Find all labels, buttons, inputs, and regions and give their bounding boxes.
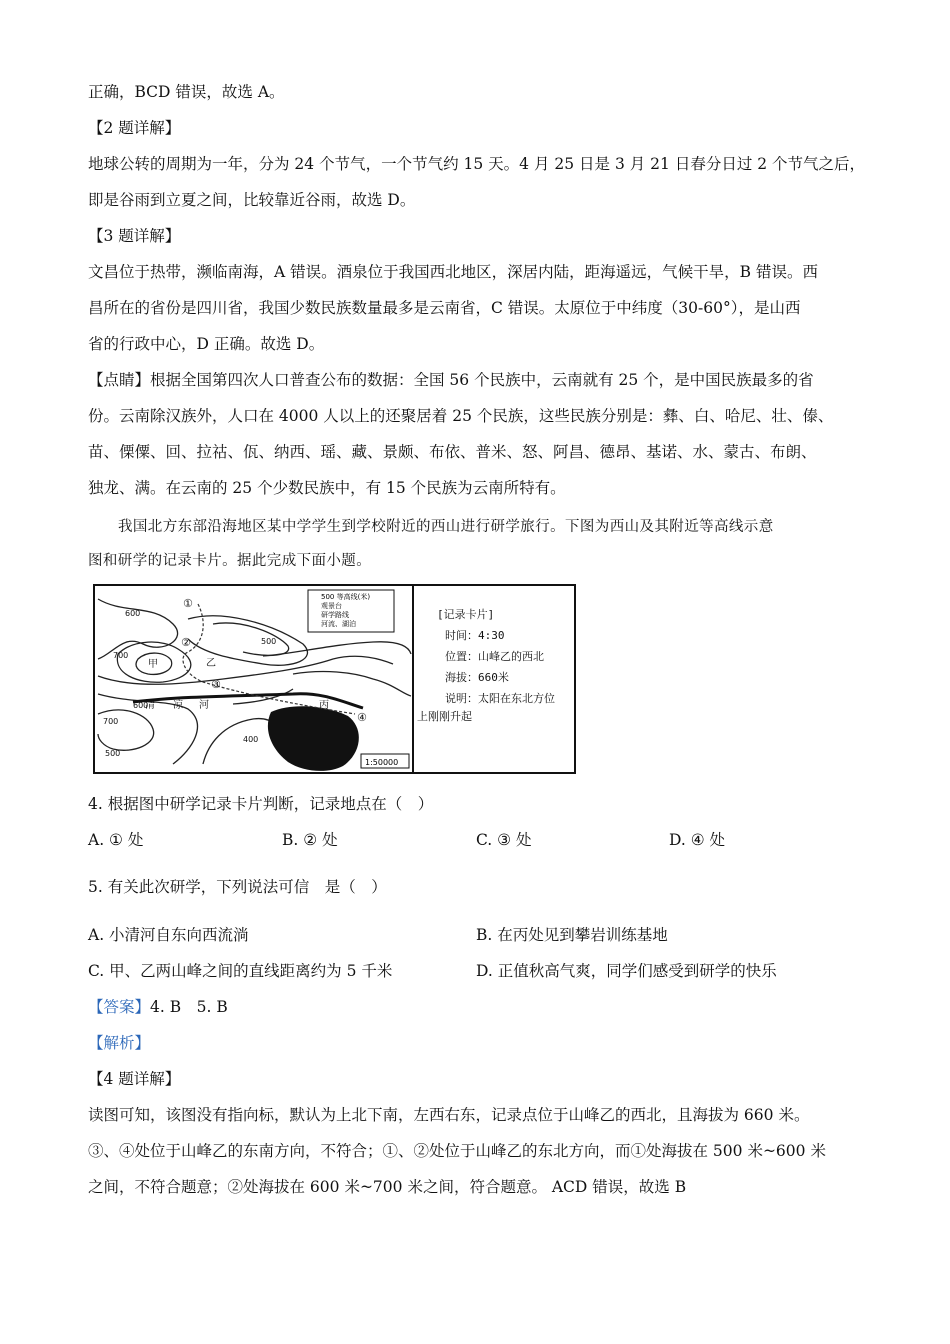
contour-label: 600 [125,609,141,618]
option-c: C. ③ 处 [476,831,532,849]
card-line: 时间：4:30 [445,629,505,642]
question-intro: 我国北方东部沿海地区某中学学生到学校附近的西山进行研学旅行。下图为西山及其附近等高线示意 [118,519,774,535]
map-scale: 1:50000 [365,758,399,767]
option-b: B. 在丙处见到攀岩训练基地 [476,926,668,944]
question-stem: 5. 有关此次研学，下列说法可信 是（ ） [88,878,387,896]
section-heading: 【3 题详解】 [88,227,181,245]
option-d: D. 正值秋高气爽，同学们感受到研学的快乐 [476,962,777,980]
peak-label: 乙 [206,658,216,669]
text-line: 独龙、满。在云南的 25 个少数民族中，有 15 个民族为云南所特有。 [88,479,566,497]
river-name: 河 [199,700,209,711]
option-d: D. ④ 处 [669,831,726,849]
contour-map-figure [93,584,576,774]
place-label: 丙 [319,700,329,711]
route-point: ③ [211,678,221,691]
route-point: ④ [357,711,367,724]
question-intro: 图和研学的记录卡片。据此完成下面小题。 [88,553,372,569]
card-line: 位置：山峰乙的西北 [445,650,544,663]
text-line: 【点睛】根据全国第四次人口普查公布的数据：全国 56 个民族中，云南就有 25 个，是中国民族最多的省 [88,371,814,389]
text-line: 即是谷雨到立夏之间，比较靠近谷雨，故选 D。 [88,191,416,209]
text-line: 昌所在的省份是四川省，我国少数民族数量最多是云南省，C 错误。太原位于中纬度（30-60°），是山西 [88,299,801,317]
legend-item: 观景台 [321,602,342,610]
card-line: 上刚刚升起 [417,710,472,723]
contour-label: 700 [113,651,129,660]
route-point: ① [183,597,193,610]
contour-label: 700 [103,717,119,726]
contour-label: 400 [243,735,259,744]
route-point: ② [181,636,191,649]
section-heading: 【4 题详解】 [88,1070,181,1088]
legend-item: 500 等高线(米) [321,593,371,601]
option-a: A. ① 处 [88,831,144,849]
analysis-label: 【解析】 [88,1034,151,1052]
peak-label: 甲 [148,659,158,670]
contour-label: 500 [105,749,121,758]
text-line: 读图可知，该图没有指向标，默认为上北下南，左西右东，记录点位于山峰乙的西北，且海拔为 660 米。 [88,1106,810,1124]
river-name: 凉 [173,700,183,711]
answer-label: 【答案】 [88,998,151,1016]
answer-text: 4. B 5. B [150,998,228,1016]
river-name: 清 [145,700,155,711]
text-line: 份。云南除汉族外，人口在 4000 人以上的还聚居着 25 个民族，这些民族分别是：彝、白、哈尼、壮、傣、 [88,407,834,425]
text-line: 省的行政中心，D 正确。故选 D。 [88,335,325,353]
legend-item: 研学路线 [321,611,349,619]
option-c: C. 甲、乙两山峰之间的直线距离约为 5 千米 [88,962,393,980]
answer-line [88,996,228,1018]
contour-label: 600 [133,701,149,710]
option-a: A. 小清河自东向西流淌 [88,926,249,944]
section-heading: 【2 题详解】 [88,119,181,137]
contour-label: 500 [261,637,277,646]
text-line: 文昌位于热带，濒临南海，A 错误。酒泉位于我国西北地区，深居内陆，距海遥远，气候干旱，B 错误。西 [88,263,818,281]
text-line: 地球公转的周期为一年，分为 24 个节气，一个节气约 15 天。4 月 25 日是 3 月 21 日春分日过 2 个节气之后， [88,155,866,173]
card-line: 说明：太阳在东北方位 [445,692,555,705]
legend-item: 河流、湖泊 [321,620,356,628]
card-line: 海拔：660米 [445,671,509,684]
text-line: 苗、傈僳、回、拉祜、佤、纳西、瑶、藏、景颇、布依、普米、怒、阿昌、德昂、基诺、水、蒙古、布朗、 [88,443,817,461]
text-line: 正确，BCD 错误，故选 A。 [88,83,285,101]
option-b: B. ② 处 [282,831,338,849]
text-line: ③、④处位于山峰乙的东南方向，不符合；①、②处位于山峰乙的东北方向，而①处海拔在 500 米~600 米 [88,1142,826,1160]
text-line: 之间，不符合题意；②处海拔在 600 米~700 米之间，符合题意。 ACD 错误，故选 B [88,1178,687,1196]
question-stem: 4. 根据图中研学记录卡片判断，记录地点在（ ） [88,795,434,813]
card-line: [记录卡片] [437,608,495,621]
